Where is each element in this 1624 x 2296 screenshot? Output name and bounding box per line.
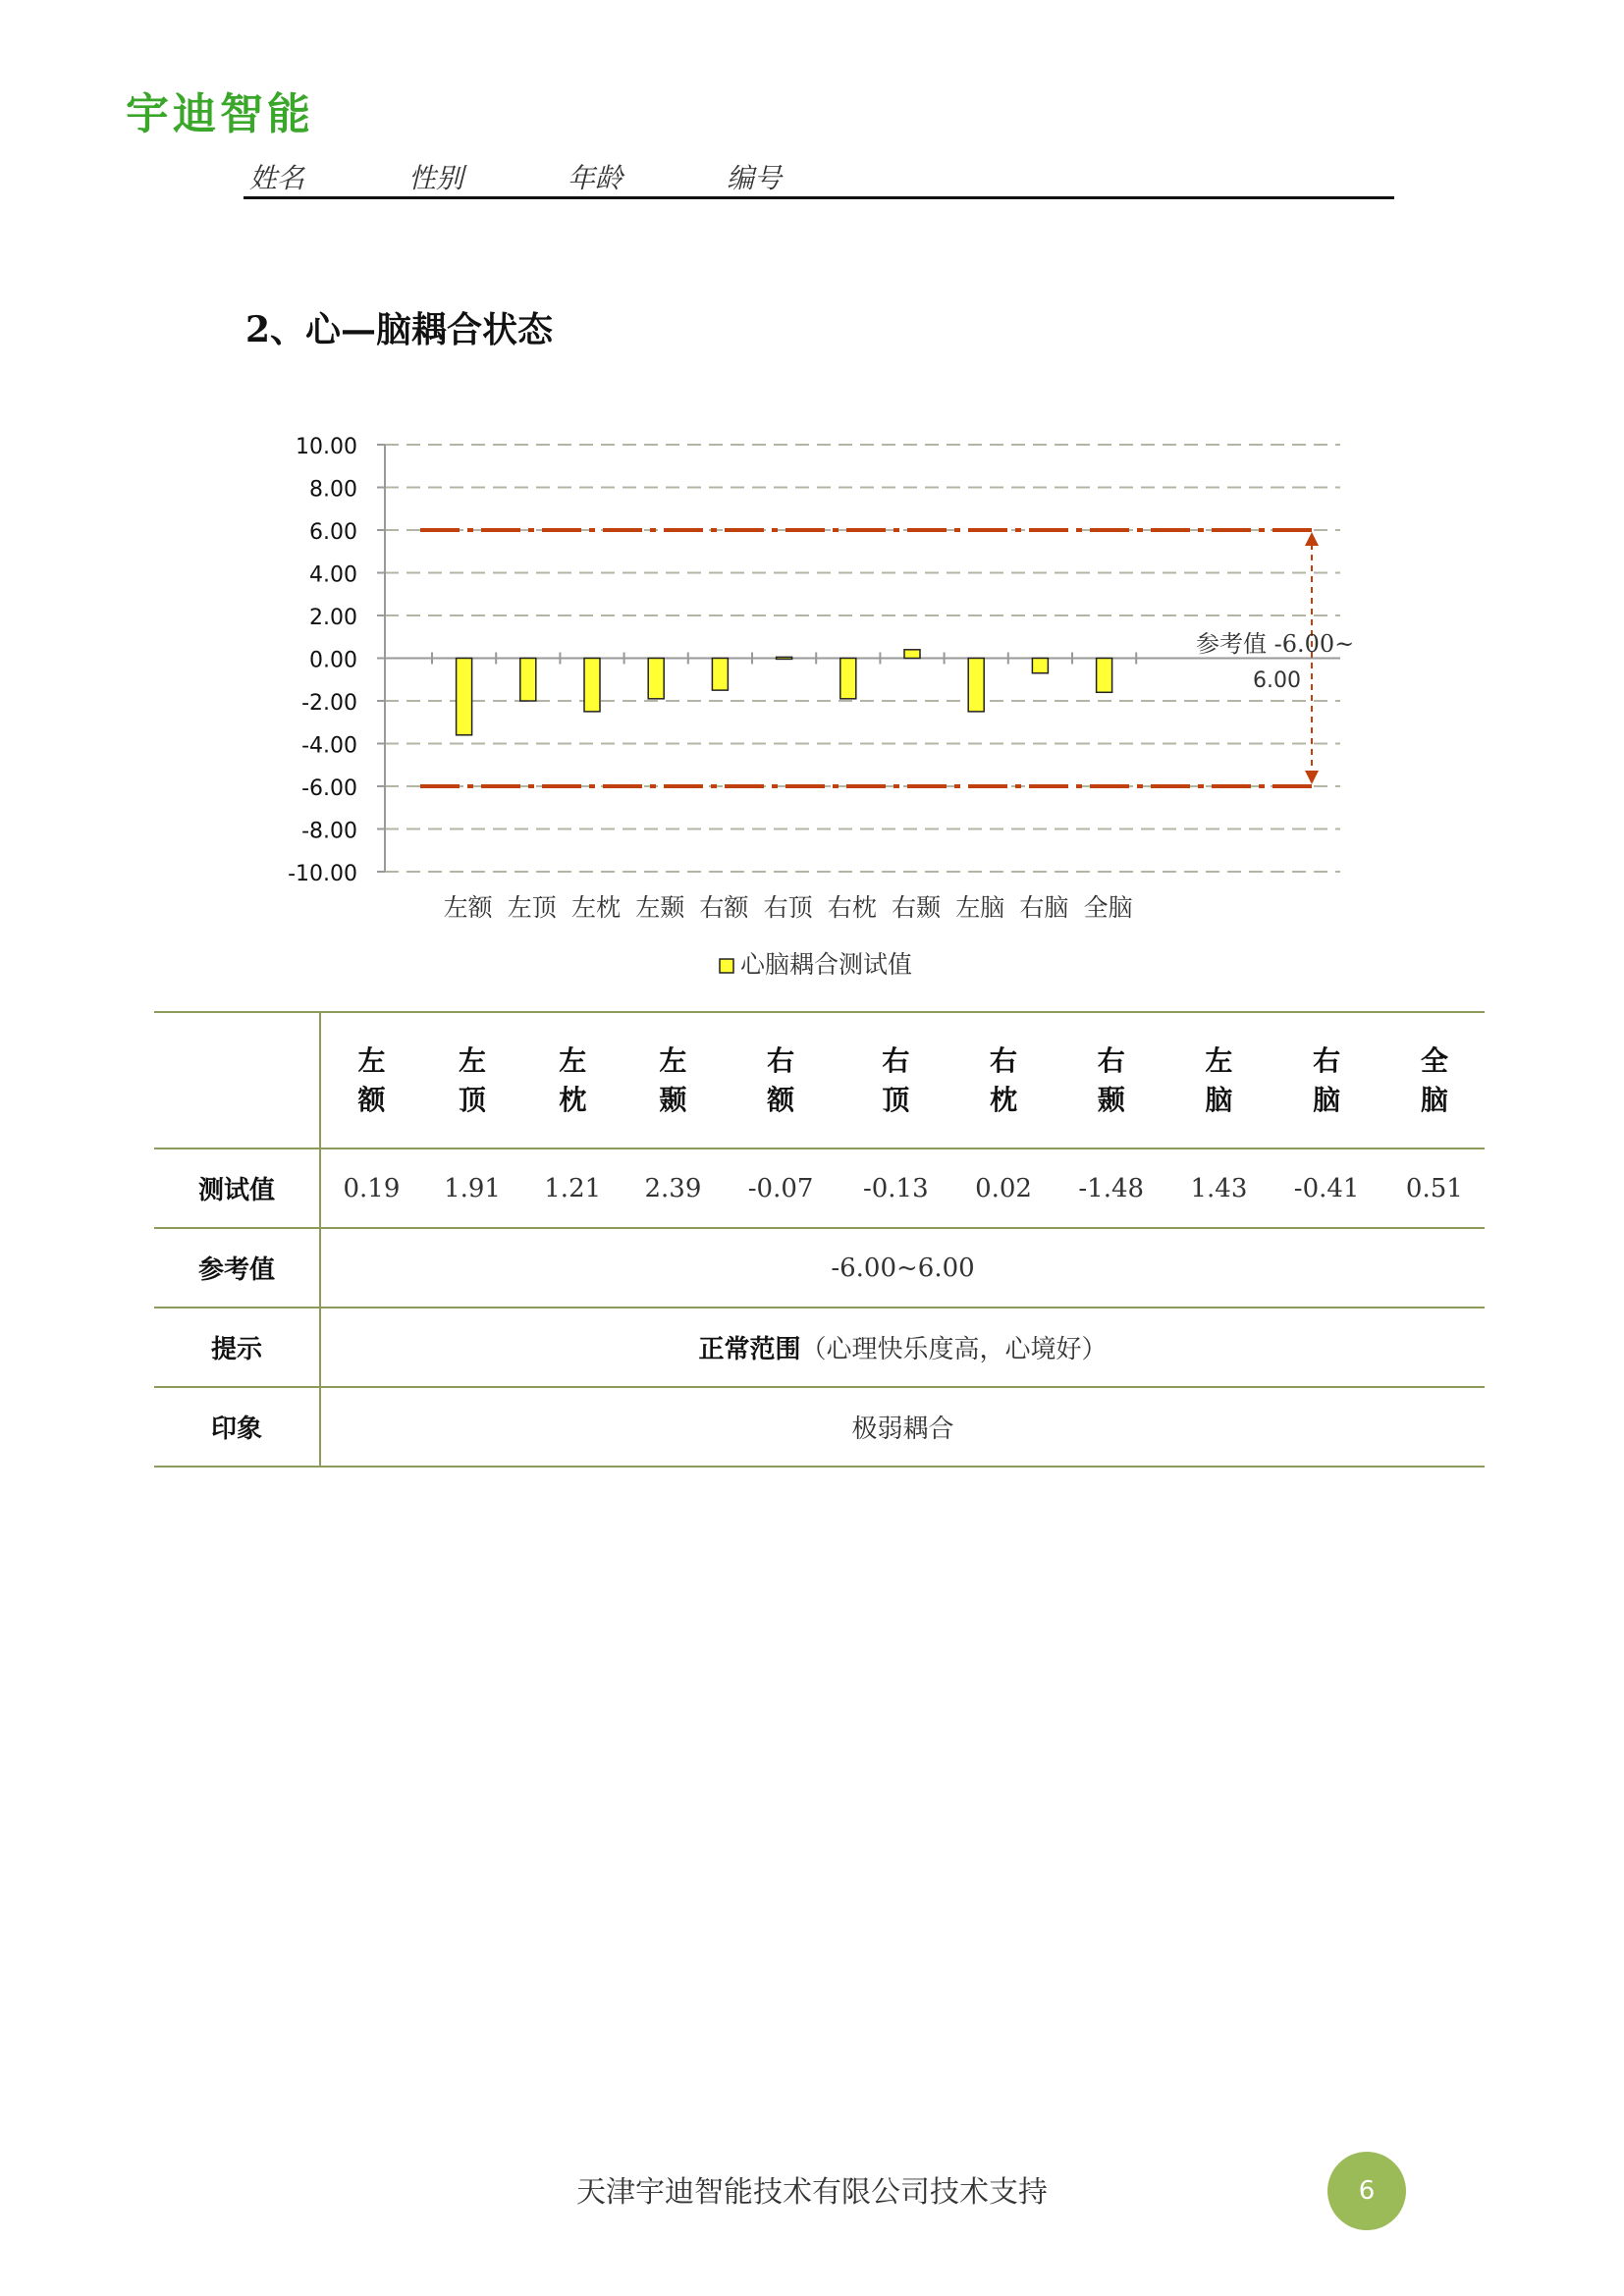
- y-tick-label: 10.00: [296, 435, 357, 459]
- footer-text: 天津宇迪智能技术有限公司技术支持: [576, 2175, 1048, 2210]
- y-tick-label: -10.00: [288, 862, 357, 886]
- y-tick-label: 8.00: [309, 477, 357, 503]
- y-tick-label: 4.00: [309, 562, 357, 588]
- bar: [904, 650, 920, 659]
- y-tick-label: 0.00: [309, 648, 357, 673]
- test-value-cell: -0.41: [1270, 1148, 1384, 1228]
- col-header-char: 左: [1205, 1043, 1233, 1077]
- col-header-char: 左: [659, 1043, 687, 1077]
- y-tick-label: -6.00: [301, 776, 357, 801]
- x-category-label: 左额: [443, 893, 493, 922]
- col-header-char: 枕: [559, 1083, 587, 1116]
- table-corner-cell: [154, 1012, 320, 1148]
- col-header-char: 脑: [1205, 1083, 1233, 1116]
- row-label-test: 测试值: [154, 1148, 320, 1228]
- x-category-label: 左颞: [635, 893, 685, 922]
- column-header: [724, 1012, 839, 1148]
- column-header: [839, 1012, 953, 1148]
- col-header-char: 额: [357, 1083, 386, 1116]
- arrow-head-up: [1305, 532, 1319, 546]
- column-header: [1168, 1012, 1269, 1148]
- x-category-label: 右额: [699, 893, 749, 922]
- test-value-cell: -1.48: [1054, 1148, 1168, 1228]
- column-header: [953, 1012, 1054, 1148]
- bar: [777, 657, 792, 659]
- column-header: [1384, 1012, 1485, 1148]
- col-header-char: 颞: [1097, 1083, 1125, 1116]
- x-category-label: 左顶: [507, 893, 557, 922]
- heart-brain-coupling-chart: [0, 0, 1624, 1001]
- table-row-hint: [154, 1308, 1485, 1387]
- row-label-reference: 参考值: [154, 1228, 320, 1308]
- bar: [712, 659, 728, 691]
- col-header-char: 顶: [882, 1083, 910, 1116]
- x-category-label: 左脑: [955, 893, 1005, 922]
- bar: [520, 659, 536, 702]
- row-label-impression: 印象: [154, 1387, 320, 1467]
- table-header-row: [154, 1012, 1485, 1148]
- col-header-char: 脑: [1420, 1083, 1448, 1116]
- col-header-char: 右: [882, 1043, 910, 1077]
- test-value-cell: 1.91: [422, 1148, 522, 1228]
- col-header-char: 额: [767, 1083, 795, 1116]
- bar: [457, 659, 472, 735]
- bar: [840, 659, 856, 699]
- y-tick-label: 2.00: [309, 606, 357, 630]
- col-header-char: 左: [459, 1043, 487, 1077]
- column-header: [522, 1012, 623, 1148]
- reference-annotation-value: 6.00: [1253, 668, 1301, 693]
- row-label-hint: 提示: [154, 1308, 320, 1387]
- reference-annotation: 参考值 -6.00~: [1196, 630, 1355, 658]
- col-header-char: 右: [990, 1043, 1018, 1077]
- company-logo: 宇迪智能: [126, 89, 314, 139]
- table-row-test: [154, 1148, 1485, 1228]
- test-value-cell: 0.02: [953, 1148, 1054, 1228]
- col-header-char: 左: [559, 1043, 587, 1077]
- bar: [648, 659, 664, 699]
- bar: [584, 659, 600, 712]
- reference-value-cell: -6.00~6.00: [320, 1228, 1485, 1308]
- hint-detail: （心理快乐度高，心境好）: [800, 1335, 1108, 1364]
- test-value-cell: 1.21: [522, 1148, 623, 1228]
- column-header: [623, 1012, 723, 1148]
- col-header-char: 颞: [659, 1083, 687, 1116]
- x-category-label: 右枕: [827, 893, 877, 922]
- test-value-cell: -0.13: [839, 1148, 953, 1228]
- bar: [1032, 659, 1048, 673]
- table-row-reference: [154, 1228, 1485, 1308]
- col-header-char: 左: [357, 1043, 386, 1077]
- section-title: 2、心—脑耦合状态: [245, 309, 554, 350]
- table-row-impression: [154, 1387, 1485, 1467]
- test-value-cell: 0.51: [1384, 1148, 1485, 1228]
- legend-label: 心脑耦合测试值: [740, 950, 913, 979]
- hint-status: 正常范围: [698, 1335, 801, 1364]
- impression-cell: 极弱耦合: [320, 1387, 1485, 1467]
- hint-cell: [320, 1308, 1485, 1387]
- test-value-cell: 2.39: [623, 1148, 723, 1228]
- x-category-label: 右颞: [891, 893, 942, 922]
- field-age-label: 年龄: [568, 162, 623, 194]
- legend-swatch: [720, 959, 733, 973]
- bar: [1097, 659, 1112, 693]
- column-header: [320, 1012, 422, 1148]
- field-name-label: 姓名: [249, 162, 305, 194]
- test-value-cell: 1.43: [1168, 1148, 1269, 1228]
- col-header-char: 右: [1097, 1043, 1125, 1077]
- col-header-char: 右: [767, 1043, 795, 1077]
- x-category-label: 右顶: [763, 893, 813, 922]
- field-gender-label: 性别: [408, 162, 464, 194]
- col-header-char: 脑: [1313, 1083, 1341, 1116]
- col-header-char: 枕: [990, 1083, 1018, 1116]
- bar: [968, 659, 984, 712]
- x-category-label: 全脑: [1083, 893, 1133, 922]
- col-header-char: 全: [1420, 1043, 1448, 1077]
- y-tick-label: -8.00: [301, 819, 357, 844]
- column-header: [422, 1012, 522, 1148]
- x-category-label: 右脑: [1019, 893, 1069, 922]
- column-header: [1270, 1012, 1384, 1148]
- coupling-table: [154, 1011, 1485, 1468]
- col-header-char: 右: [1313, 1043, 1341, 1077]
- x-category-label: 左枕: [570, 893, 622, 922]
- field-id-label: 编号: [727, 162, 783, 194]
- column-header: [1054, 1012, 1168, 1148]
- y-tick-label: -4.00: [301, 733, 357, 759]
- test-value-cell: -0.07: [724, 1148, 839, 1228]
- page-number: 6: [1327, 2152, 1406, 2230]
- col-header-char: 顶: [459, 1083, 487, 1116]
- y-tick-label: 6.00: [309, 520, 357, 545]
- arrow-head-down: [1305, 771, 1319, 784]
- y-tick-label: -2.00: [301, 691, 357, 716]
- test-value-cell: 0.19: [320, 1148, 422, 1228]
